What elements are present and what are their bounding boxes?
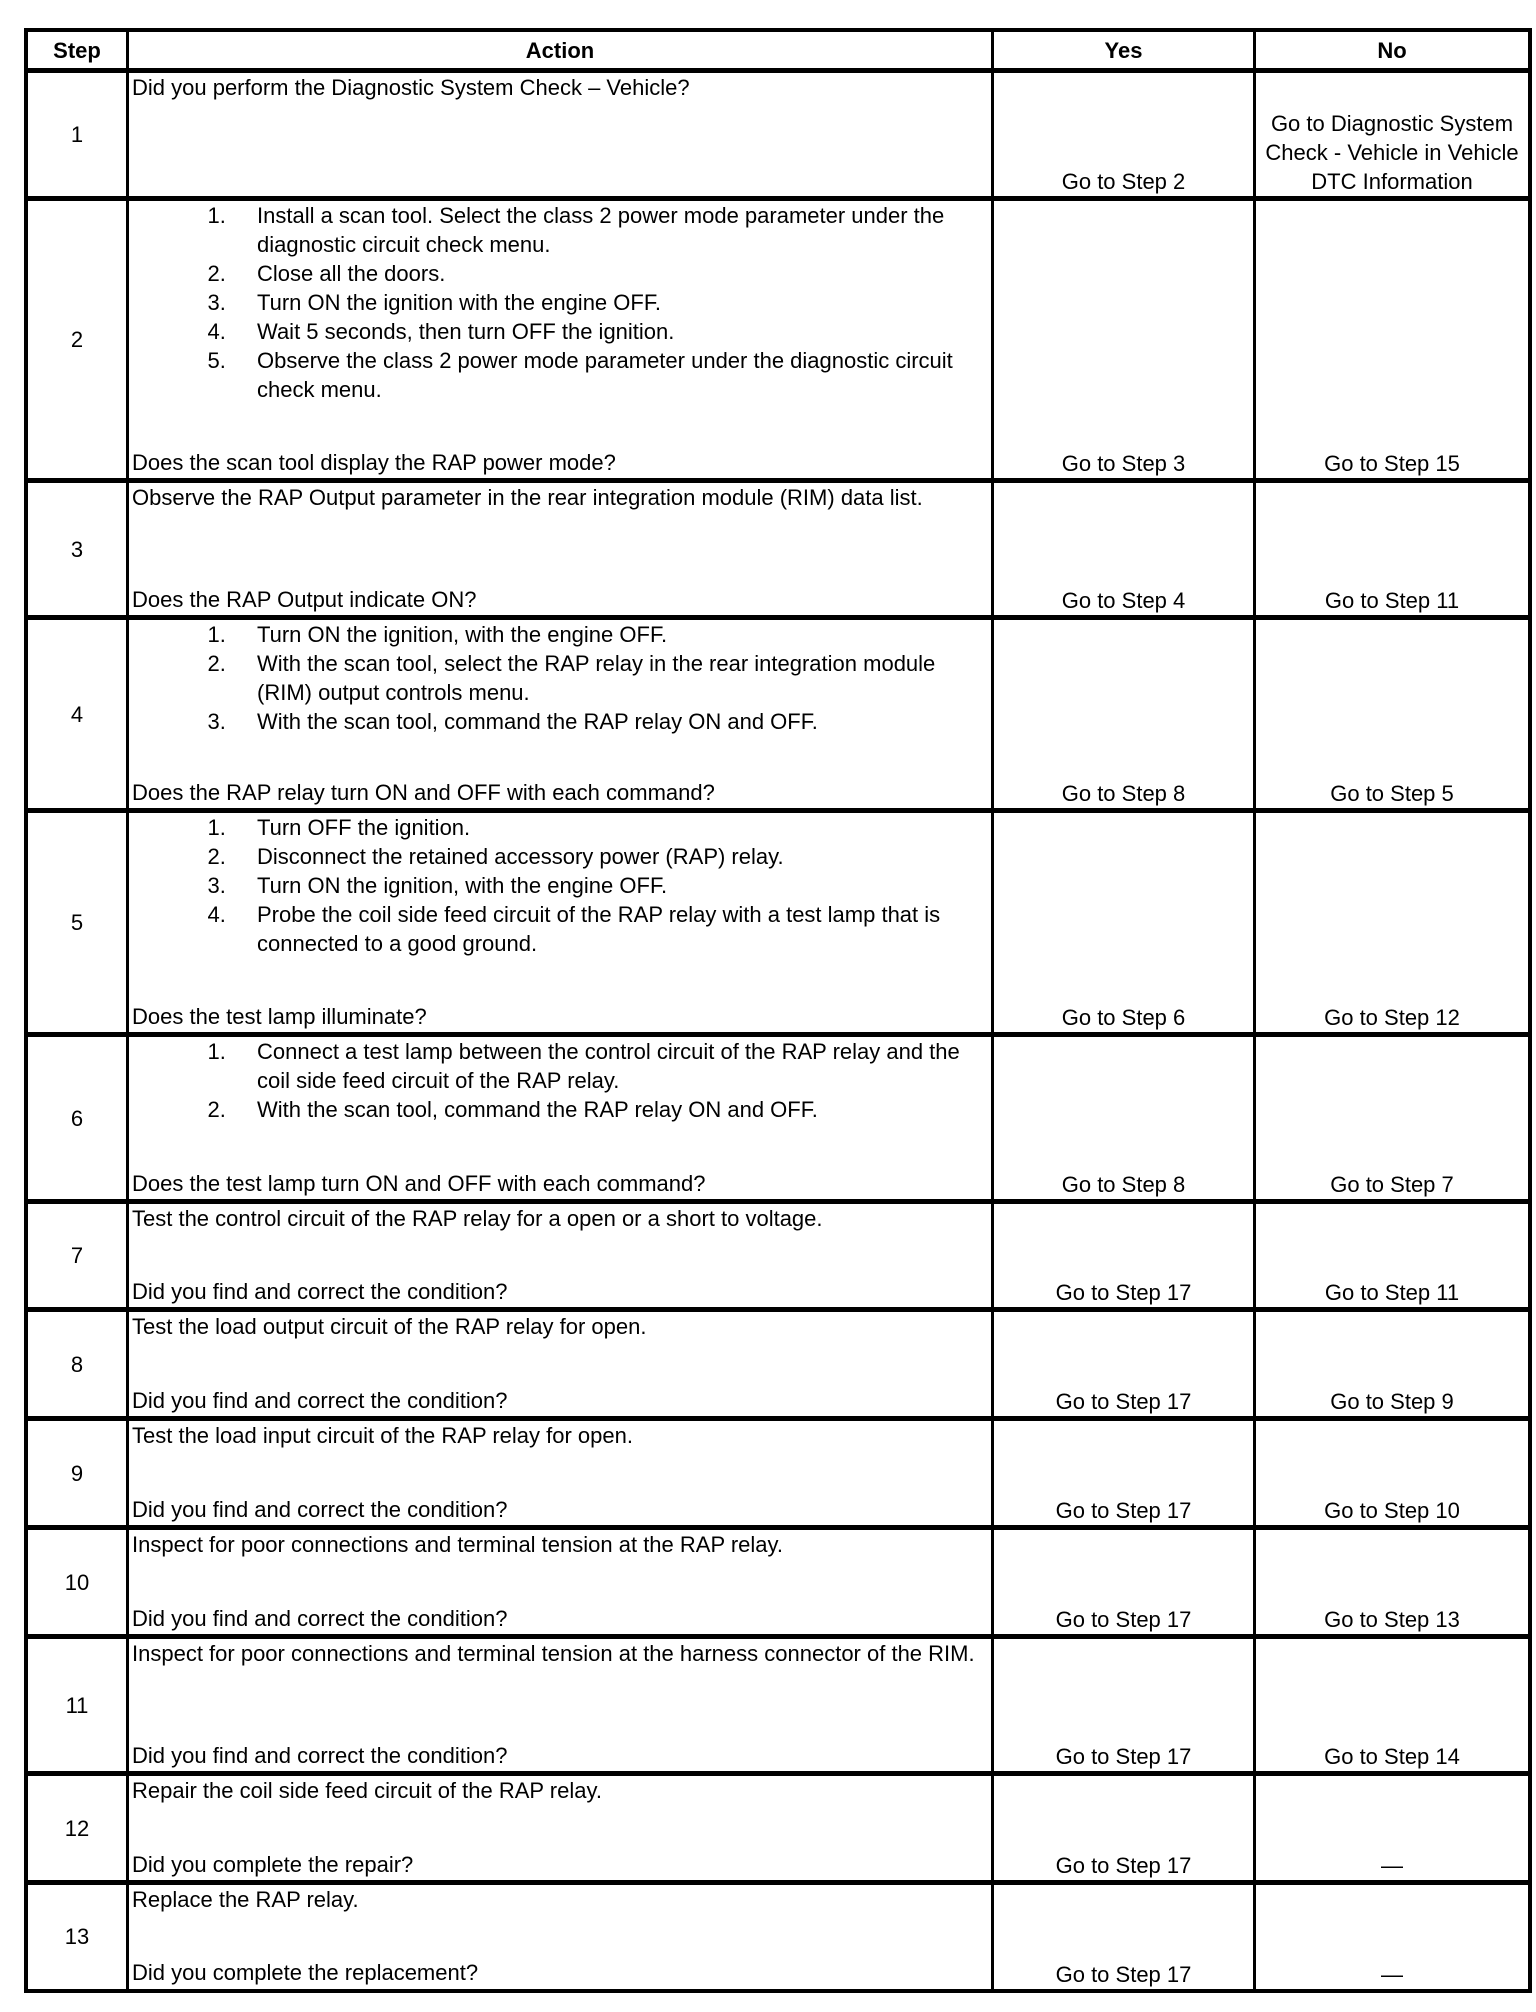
action-steps-list bbox=[132, 201, 988, 404]
action-cell bbox=[128, 811, 993, 1035]
yes-result: Go to Step 4 bbox=[993, 481, 1255, 618]
action-content bbox=[132, 1421, 988, 1524]
action-step: 2. With the scan tool, command the RAP relay ON and OFF. bbox=[232, 1095, 988, 1124]
action-instructions bbox=[132, 1776, 988, 1805]
diagnostic-table bbox=[24, 28, 1532, 1993]
action-step: 1. Install a scan tool. Select the class 2 power mode parameter under the diagnostic circuit check menu. bbox=[232, 201, 988, 259]
header-yes: Yes bbox=[993, 30, 1255, 71]
table-row bbox=[26, 1528, 1530, 1637]
action-question: Does the scan tool display the RAP power mode? bbox=[132, 450, 616, 475]
action-intro: Did you perform the Diagnostic System Check – Vehicle? bbox=[132, 75, 690, 100]
action-cell bbox=[128, 1419, 993, 1528]
action-question: Did you find and correct the condition? bbox=[132, 1743, 508, 1768]
action-content bbox=[132, 620, 988, 807]
header-no: No bbox=[1255, 30, 1531, 71]
action-question: Did you find and correct the condition? bbox=[132, 1388, 508, 1413]
header-step: Step bbox=[26, 30, 128, 71]
action-instructions bbox=[132, 1639, 988, 1668]
action-steps-list bbox=[132, 620, 988, 736]
action-cell bbox=[128, 1035, 993, 1202]
action-content bbox=[132, 73, 988, 195]
action-content bbox=[132, 1776, 988, 1879]
table-row bbox=[26, 618, 1530, 811]
action-content bbox=[132, 813, 988, 1031]
action-question: Did you find and correct the condition? bbox=[132, 1497, 508, 1522]
action-question: Does the test lamp turn ON and OFF with each command? bbox=[132, 1171, 706, 1196]
no-result: Go to Step 11 bbox=[1255, 1202, 1531, 1310]
action-step: 2. With the scan tool, select the RAP relay in the rear integration module (RIM) output controls menu. bbox=[232, 649, 988, 707]
action-instructions bbox=[132, 1037, 988, 1124]
action-cell bbox=[128, 1528, 993, 1637]
action-intro: Test the load output circuit of the RAP relay for open. bbox=[132, 1314, 647, 1339]
action-step: 4. Wait 5 seconds, then turn OFF the ignition. bbox=[232, 317, 988, 346]
action-step: 1. Turn ON the ignition, with the engine OFF. bbox=[232, 620, 988, 649]
no-result: Go to Step 7 bbox=[1255, 1035, 1531, 1202]
step-number: 4 bbox=[26, 618, 128, 811]
no-result: Go to Step 9 bbox=[1255, 1310, 1531, 1419]
action-content bbox=[132, 483, 988, 614]
action-steps-list bbox=[132, 1037, 988, 1124]
action-question: Did you complete the replacement? bbox=[132, 1960, 479, 1985]
step-number: 6 bbox=[26, 1035, 128, 1202]
action-step: 2. Disconnect the retained accessory power (RAP) relay. bbox=[232, 842, 988, 871]
step-number: 1 bbox=[26, 71, 128, 199]
action-instructions bbox=[132, 73, 988, 102]
table-row bbox=[26, 1419, 1530, 1528]
step-number: 13 bbox=[26, 1883, 128, 1991]
action-intro: Test the load input circuit of the RAP relay for open. bbox=[132, 1423, 633, 1448]
action-question: Did you complete the repair? bbox=[132, 1852, 414, 1877]
step-number: 9 bbox=[26, 1419, 128, 1528]
yes-result: Go to Step 2 bbox=[993, 71, 1255, 199]
action-question: Does the test lamp illuminate? bbox=[132, 1004, 427, 1029]
table-row bbox=[26, 1310, 1530, 1419]
yes-result: Go to Step 17 bbox=[993, 1528, 1255, 1637]
header-row bbox=[26, 30, 1530, 71]
action-step: 1. Turn OFF the ignition. bbox=[232, 813, 988, 842]
table-row bbox=[26, 1774, 1530, 1883]
action-step: 1. Connect a test lamp between the control circuit of the RAP relay and the coil side feed circuit of the RAP relay. bbox=[232, 1037, 988, 1095]
action-instructions bbox=[132, 620, 988, 736]
action-instructions bbox=[132, 813, 988, 958]
action-question: Does the RAP Output indicate ON? bbox=[132, 587, 477, 612]
action-intro: Test the control circuit of the RAP relay for a open or a short to voltage. bbox=[132, 1206, 823, 1231]
table-row bbox=[26, 71, 1530, 199]
yes-result: Go to Step 17 bbox=[993, 1883, 1255, 1991]
action-instructions bbox=[132, 201, 988, 404]
action-instructions bbox=[132, 1421, 988, 1450]
action-intro: Inspect for poor connections and terminal tension at the RAP relay. bbox=[132, 1532, 783, 1557]
action-instructions bbox=[132, 483, 988, 512]
step-number: 12 bbox=[26, 1774, 128, 1883]
yes-result: Go to Step 17 bbox=[993, 1774, 1255, 1883]
table-row bbox=[26, 811, 1530, 1035]
action-content bbox=[132, 1037, 988, 1198]
table-row bbox=[26, 199, 1530, 481]
yes-result: Go to Step 6 bbox=[993, 811, 1255, 1035]
action-step: 3. Turn ON the ignition with the engine OFF. bbox=[232, 288, 988, 317]
step-number: 7 bbox=[26, 1202, 128, 1310]
action-cell bbox=[128, 71, 993, 199]
table-row bbox=[26, 1883, 1530, 1991]
action-cell bbox=[128, 199, 993, 481]
action-question: Did you find and correct the condition? bbox=[132, 1606, 508, 1631]
action-cell bbox=[128, 1637, 993, 1774]
action-cell bbox=[128, 481, 993, 618]
no-result: Go to Step 12 bbox=[1255, 811, 1531, 1035]
action-intro: Inspect for poor connections and terminal tension at the harness connector of the RIM. bbox=[132, 1641, 975, 1666]
step-number: 10 bbox=[26, 1528, 128, 1637]
table-row bbox=[26, 481, 1530, 618]
no-result: Go to Step 5 bbox=[1255, 618, 1531, 811]
table-row bbox=[26, 1637, 1530, 1774]
no-result: Go to Step 11 bbox=[1255, 481, 1531, 618]
no-result: Go to Step 15 bbox=[1255, 199, 1531, 481]
action-steps-list bbox=[132, 813, 988, 958]
action-instructions bbox=[132, 1530, 988, 1559]
action-cell bbox=[128, 1202, 993, 1310]
action-content bbox=[132, 1204, 988, 1306]
action-cell bbox=[128, 1774, 993, 1883]
action-cell bbox=[128, 1310, 993, 1419]
no-result: Go to Step 13 bbox=[1255, 1528, 1531, 1637]
no-result: — bbox=[1255, 1883, 1531, 1991]
table-body bbox=[26, 71, 1530, 1991]
table-row bbox=[26, 1202, 1530, 1310]
action-content bbox=[132, 1312, 988, 1415]
step-number: 2 bbox=[26, 199, 128, 481]
action-step: 2. Close all the doors. bbox=[232, 259, 988, 288]
action-instructions bbox=[132, 1885, 988, 1914]
step-number: 8 bbox=[26, 1310, 128, 1419]
yes-result: Go to Step 17 bbox=[993, 1202, 1255, 1310]
step-number: 5 bbox=[26, 811, 128, 1035]
action-intro: Observe the RAP Output parameter in the rear integration module (RIM) data list. bbox=[132, 485, 923, 510]
action-instructions bbox=[132, 1312, 988, 1341]
no-result: Go to Step 10 bbox=[1255, 1419, 1531, 1528]
yes-result: Go to Step 17 bbox=[993, 1637, 1255, 1774]
no-result: Go to Step 14 bbox=[1255, 1637, 1531, 1774]
action-question: Did you find and correct the condition? bbox=[132, 1279, 508, 1304]
action-intro: Replace the RAP relay. bbox=[132, 1887, 359, 1912]
table-row bbox=[26, 1035, 1530, 1202]
header-action: Action bbox=[128, 30, 993, 71]
action-cell bbox=[128, 618, 993, 811]
action-content bbox=[132, 1639, 988, 1770]
action-content bbox=[132, 1885, 988, 1987]
step-number: 3 bbox=[26, 481, 128, 618]
action-instructions bbox=[132, 1204, 988, 1233]
action-step: 5. Observe the class 2 power mode parameter under the diagnostic circuit check menu. bbox=[232, 346, 988, 404]
action-step: 3. With the scan tool, command the RAP relay ON and OFF. bbox=[232, 707, 988, 736]
yes-result: Go to Step 17 bbox=[993, 1419, 1255, 1528]
action-question: Does the RAP relay turn ON and OFF with each command? bbox=[132, 780, 715, 805]
yes-result: Go to Step 17 bbox=[993, 1310, 1255, 1419]
yes-result: Go to Step 8 bbox=[993, 618, 1255, 811]
action-cell bbox=[128, 1883, 993, 1991]
action-step: 4. Probe the coil side feed circuit of the RAP relay with a test lamp that is connected to a good ground. bbox=[232, 900, 988, 958]
action-step: 3. Turn ON the ignition, with the engine OFF. bbox=[232, 871, 988, 900]
action-intro: Repair the coil side feed circuit of the RAP relay. bbox=[132, 1778, 602, 1803]
step-number: 11 bbox=[26, 1637, 128, 1774]
no-result: Go to Diagnostic System Check - Vehicle in Vehicle DTC Information bbox=[1255, 71, 1531, 199]
action-content bbox=[132, 201, 988, 477]
yes-result: Go to Step 8 bbox=[993, 1035, 1255, 1202]
yes-result: Go to Step 3 bbox=[993, 199, 1255, 481]
no-result: — bbox=[1255, 1774, 1531, 1883]
action-content bbox=[132, 1530, 988, 1633]
